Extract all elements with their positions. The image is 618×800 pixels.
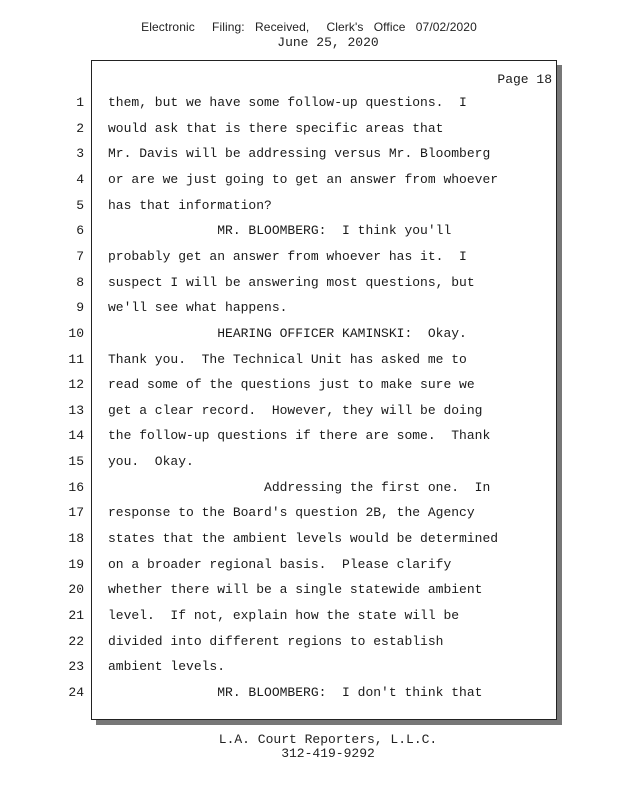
line-number: 18	[68, 531, 84, 546]
line-number: 2	[76, 121, 84, 136]
transcript-line: HEARING OFFICER KAMINSKI: Okay.	[108, 326, 467, 341]
reporter-phone: 312-419-9292	[281, 746, 375, 761]
transcript-line: Addressing the first one. In	[108, 480, 491, 495]
transcript-line: the follow-up questions if there are some. Thank	[108, 428, 491, 443]
transcript-line: ambient levels.	[108, 659, 226, 674]
page-number: Page 18	[497, 72, 552, 87]
line-number: 23	[68, 659, 84, 674]
transcript-line: on a broader regional basis. Please clarify	[108, 557, 452, 572]
transcript-line: would ask that is there specific areas that	[108, 121, 444, 136]
line-number: 8	[76, 275, 84, 290]
transcript-line: them, but we have some follow-up questions. I	[108, 95, 467, 110]
line-number: 19	[68, 557, 84, 572]
line-number: 21	[68, 608, 84, 623]
transcript-line: Thank you. The Technical Unit has asked me to	[108, 352, 467, 367]
line-number: 22	[68, 634, 84, 649]
transcript-line: level. If not, explain how the state will be	[108, 608, 460, 623]
transcript-line: divided into different regions to establish	[108, 634, 444, 649]
line-number: 6	[76, 223, 84, 238]
line-number: 1	[76, 95, 84, 110]
line-number: 4	[76, 172, 84, 187]
transcript-line: whether there will be a single statewide ambient	[108, 582, 483, 597]
line-number: 3	[76, 146, 84, 161]
reporter-company: L.A. Court Reporters, L.L.C.	[218, 732, 438, 747]
line-number: 20	[68, 582, 84, 597]
transcript-line: get a clear record. However, they will be doing	[108, 403, 483, 418]
transcript-line: read some of the questions just to make sure we	[108, 377, 475, 392]
line-number: 15	[68, 454, 84, 469]
line-number: 13	[68, 403, 84, 418]
line-number: 10	[68, 326, 84, 341]
line-number: 24	[68, 685, 84, 700]
transcript-line: response to the Board's question 2B, the Agency	[108, 505, 475, 520]
filing-stamp: Electronic Filing: Received, Clerk's Office 07/02/2020	[141, 20, 477, 34]
transcript-line: states that the ambient levels would be determined	[108, 531, 499, 546]
line-number: 9	[76, 300, 84, 315]
line-number: 12	[68, 377, 84, 392]
transcript-line: we'll see what happens.	[108, 300, 288, 315]
line-number: 7	[76, 249, 84, 264]
transcript-line: or are we just going to get an answer from whoever	[108, 172, 499, 187]
line-number: 16	[68, 480, 84, 495]
transcript-line: you. Okay.	[108, 454, 194, 469]
line-number: 5	[76, 198, 84, 213]
line-number: 17	[68, 505, 84, 520]
line-number: 14	[68, 428, 84, 443]
transcript-line: has that information?	[108, 198, 272, 213]
transcript-line: MR. BLOOMBERG: I think you'll	[108, 223, 452, 238]
line-number: 11	[68, 352, 84, 367]
transcript-line: MR. BLOOMBERG: I don't think that	[108, 685, 483, 700]
transcript-line: Mr. Davis will be addressing versus Mr. Bloomberg	[108, 146, 491, 161]
hearing-date: June 25, 2020	[277, 35, 379, 50]
transcript-line: probably get an answer from whoever has it. I	[108, 249, 467, 264]
transcript-line: suspect I will be answering most questions, but	[108, 275, 475, 290]
